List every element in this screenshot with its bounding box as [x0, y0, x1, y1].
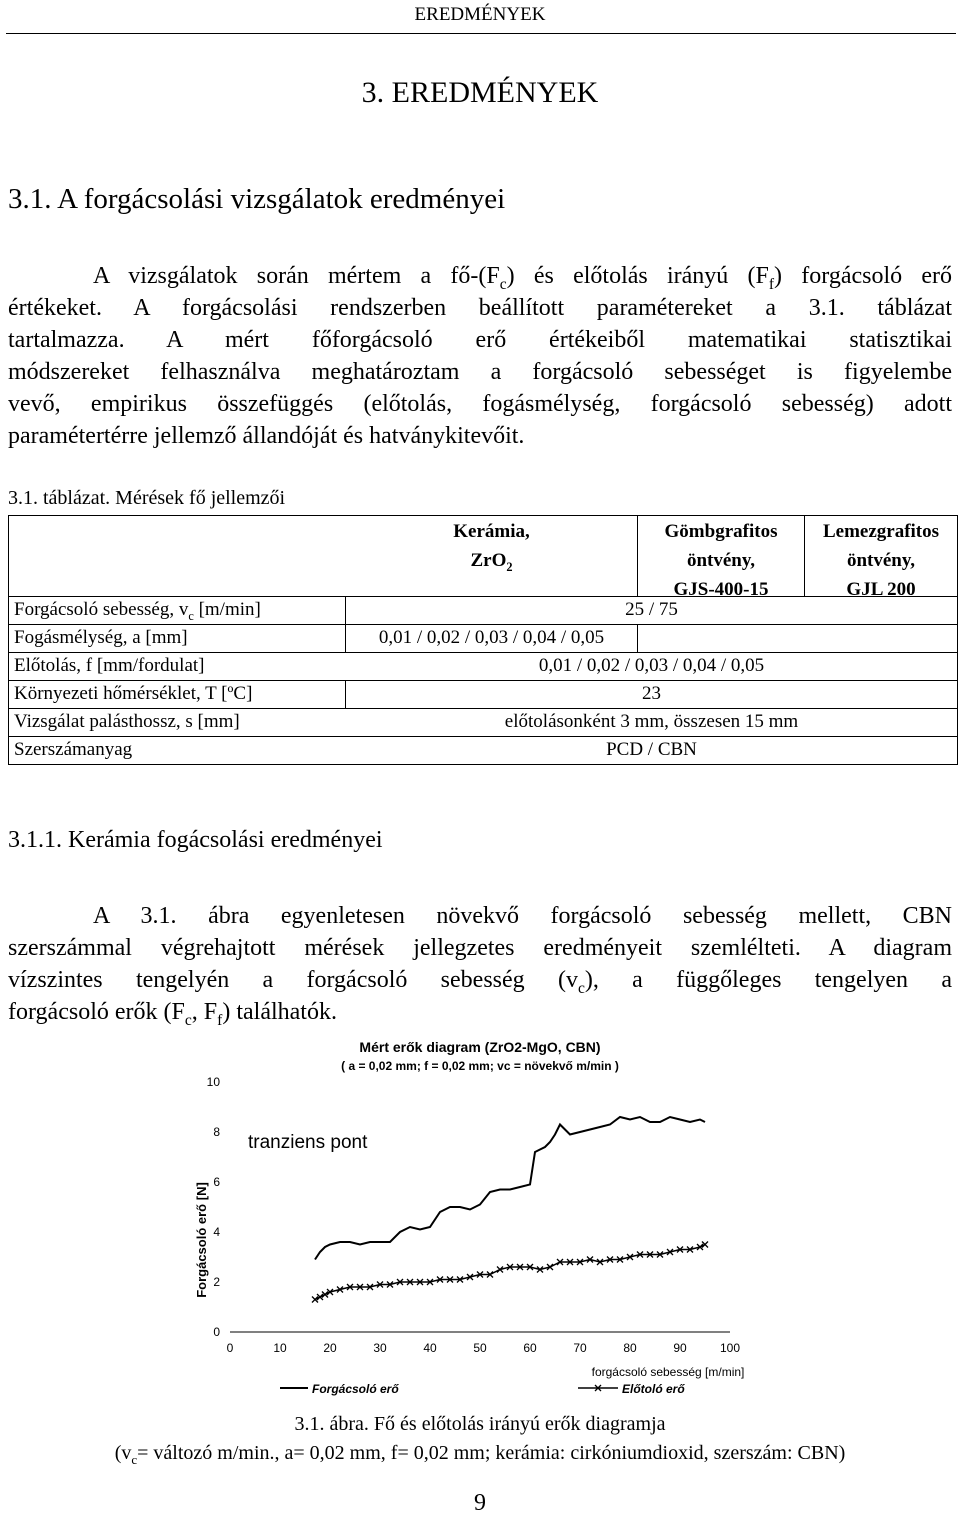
page-number: 9	[474, 1490, 486, 1516]
header-ceramic: Kerámia, ZrO$_2$	[453, 521, 530, 574]
forces-chart	[180, 1030, 780, 1402]
chart-title: Mért erők diagram (ZrO2-MgO, CBN)	[359, 1039, 601, 1055]
row-value-feed: 0,01 / 0,02 / 0,03 / 0,04 / 0,05	[538, 655, 765, 676]
table-border-bottom	[8, 764, 958, 765]
chapter-title: 3. EREDMÉNYEK	[361, 76, 599, 109]
row-label-feed: Előtolás, f [mm/fordulat]	[14, 655, 205, 676]
table-rule	[8, 736, 958, 737]
paragraph-line: forgácsoló erők ($F_c$, $F_f$) találhatók.	[8, 999, 337, 1029]
x-tick-label: 80	[623, 1341, 637, 1355]
paragraph-line: módszereket felhasználva meghatároztam a forgácsoló sebességet is figyelembe	[8, 359, 952, 385]
x-tick-label: 30	[373, 1341, 387, 1355]
x-tick-label: 10	[273, 1341, 287, 1355]
section-title: 3.1. A forgácsolási vizsgálatok eredményei	[8, 183, 506, 215]
x-tick-label: 20	[323, 1341, 337, 1355]
x-axis-label: forgácsoló sebesség [m/min]	[591, 1365, 745, 1379]
x-tick-label: 100	[719, 1341, 741, 1355]
table-caption: 3.1. táblázat. Mérések fő jellemzői	[8, 487, 286, 509]
chart-annotation: tranziens pont	[248, 1132, 368, 1153]
legend-label-cutting-force: Forgácsoló erő	[312, 1382, 399, 1396]
x-tick-label: 40	[423, 1341, 437, 1355]
chart-subtitle: ( a = 0,02 mm; f = 0,02 mm; vc = növekvő m/min )	[341, 1059, 619, 1073]
y-tick-label: 8	[213, 1125, 220, 1139]
table-rule	[8, 680, 958, 681]
paragraph-line: A vizsgálatok során mértem a $fő-(F_c)$ és előtolás irányú $(F_f)$ forgácsoló erő	[93, 263, 953, 293]
row-label-cutting-speed: Forgácsoló sebesség, $v_c$ [m/min]	[14, 599, 261, 623]
row-value-cutting-speed: 25 / 75	[625, 599, 678, 620]
figure-caption: 3.1. ábra. Fő és előtolás irányú erők diagramja ($v_c=$ változó m/min., a= 0,02 mm, f= 0,02 mm; kerámia: cirkóniumdioxid, szerszám: CBN)	[114, 1413, 846, 1467]
parameters-table	[8, 515, 958, 765]
y-tick-label: 0	[213, 1325, 220, 1339]
y-tick-label: 4	[213, 1225, 220, 1239]
x-tick-label: 70	[573, 1341, 587, 1355]
running-header: EREDMÉNYEK	[414, 4, 546, 25]
table-border-top	[8, 515, 958, 516]
row-value-length: előtolásonként 3 mm, összesen 15 mm	[504, 711, 799, 732]
table-rule	[637, 624, 638, 652]
y-tick-label: 6	[213, 1175, 220, 1189]
series-line-cutting-force	[315, 1117, 705, 1260]
x-axis-ticks	[227, 1341, 741, 1355]
row-value-tool: PCD / CBN	[606, 739, 697, 760]
y-tick-label: 2	[213, 1275, 220, 1289]
x-tick-label: 60	[523, 1341, 537, 1355]
table-rule	[8, 652, 958, 653]
row-value-depth: 0,01 / 0,02 / 0,03 / 0,04 / 0,05	[378, 627, 605, 648]
header-ductile-iron: Gömbgrafitos öntvény, GJS-400-15	[664, 521, 778, 600]
series-line-feed-force	[315, 1245, 705, 1300]
paragraph-line: A 3.1. ábra egyenletesen növekvő forgácsoló sebesség mellett, CBN	[93, 903, 952, 929]
intro-paragraph	[8, 260, 952, 452]
row-label-length: Vizsgálat palásthossz, s [mm]	[14, 711, 240, 732]
legend-label-feed-force: Előtoló erő	[622, 1382, 685, 1396]
table-rule	[8, 624, 958, 625]
x-tick-label: 90	[673, 1341, 687, 1355]
paragraph-line: vízszintes tengelyén a forgácsoló sebesség $(v_c)$, a függőleges tengelyen a	[8, 967, 952, 997]
table-border-left	[8, 515, 9, 765]
x-tick-label: 50	[473, 1341, 487, 1355]
figure-description-paragraph	[8, 900, 952, 1028]
x-tick-label: 0	[226, 1341, 234, 1355]
header-gray-iron: Lemezgrafitos öntvény, GJL 200	[822, 521, 940, 600]
table-rule	[8, 708, 958, 709]
row-label-tool: Szerszámanyag	[14, 739, 133, 760]
row-value-temperature: 23	[642, 683, 661, 704]
chart-legend	[280, 1382, 685, 1396]
subsection-title: 3.1.1. Kerámia fogácsolási eredményei	[8, 827, 383, 853]
paragraph-line: vevő, empirikus összefüggés (előtolás, fogásmélység, forgácsoló sebesség) adott	[8, 391, 952, 417]
y-tick-label: 10	[206, 1075, 220, 1089]
header-rule	[6, 33, 956, 34]
y-axis-label: Forgácsoló erő [N]	[194, 1182, 209, 1298]
paragraph-line: értékeket. A forgácsolási rendszerben beállított paramétereket a 3.1. táblázat	[8, 295, 952, 321]
series-layer	[312, 1117, 708, 1303]
paragraph-line: szerszámmal végrehajtott mérések jellegzetes eredményeit szemlélteti. A diagram	[8, 935, 952, 961]
paragraph-line: tartalmazza. A mért főforgácsoló erő értékeiből matematikai statisztikai	[8, 327, 952, 353]
row-label-temperature: Környezeti hőmérséklet, T [ºC]	[14, 683, 253, 704]
paragraph-line: paramétertérre jellemző állandóját és hatványkitevőit.	[8, 423, 525, 449]
table-border-right	[957, 515, 958, 765]
row-label-depth: Fogásmélység, a [mm]	[14, 627, 188, 648]
